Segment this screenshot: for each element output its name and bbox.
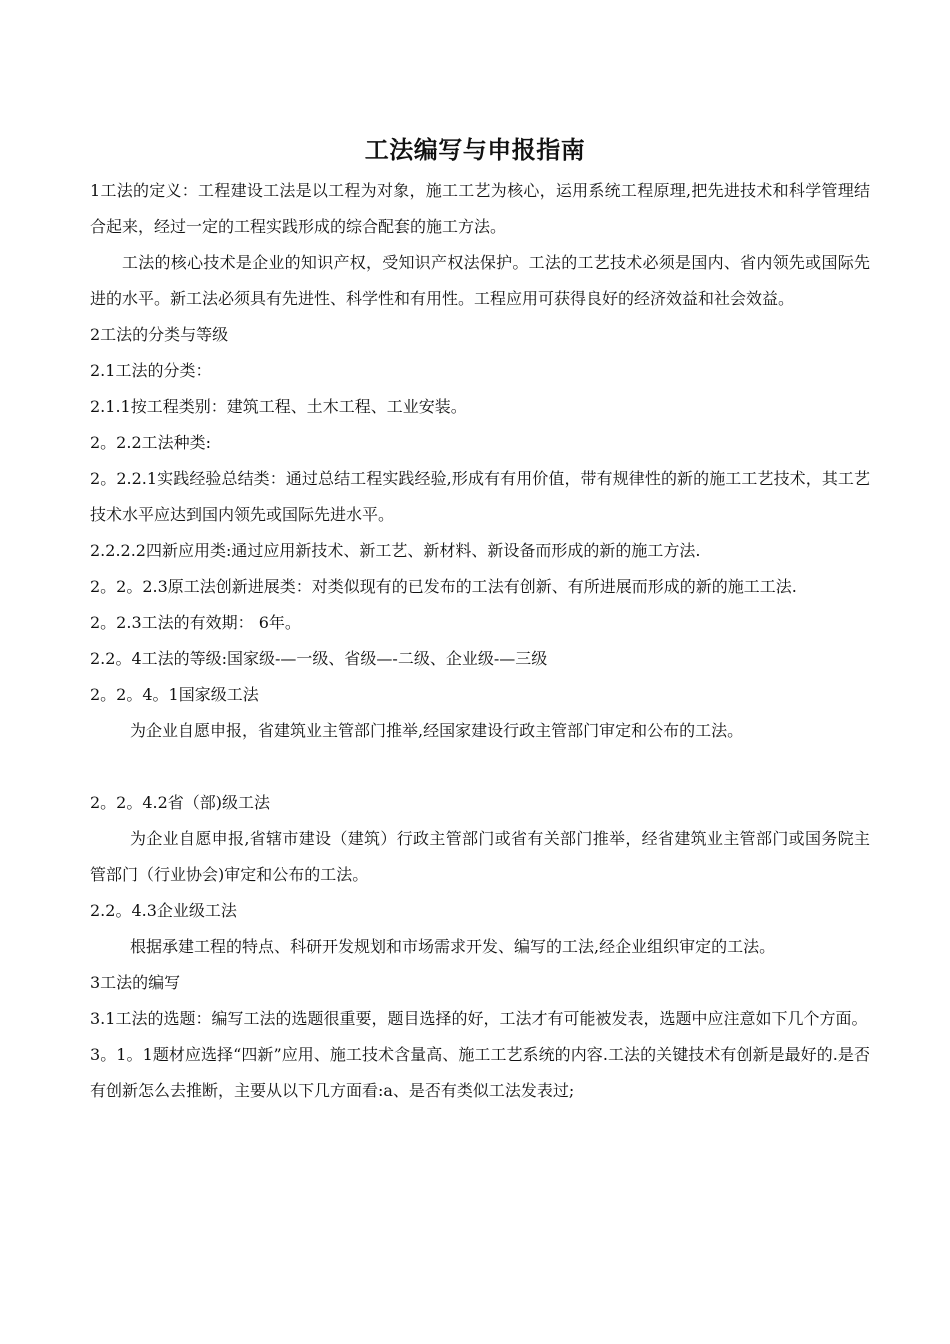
paragraph-definition: 1工法的定义：工程建设工法是以工程为对象，施工工艺为核心，运用系统工程原理,把先进技术和科学管理结合起来，经过一定的工程实践形成的综合配套的施工方法。 [90,181,870,236]
heading-provincial-level: 2。2。4.2省（部)级工法 [90,793,271,812]
heading-national-level: 2。2。4。1国家级工法 [90,685,259,704]
paragraph-validity-period: 2。2.3工法的有效期： 6年。 [90,613,301,632]
heading-method-types: 2。2.2工法种类: [90,433,212,452]
paragraph-four-new-type: 2.2.2.2四新应用类:通过应用新技术、新工艺、新材料、新设备而形成的新的施工方法. [90,541,701,560]
paragraph-innovation-type: 2。2。2.3原工法创新进展类：对类似现有的已发布的工法有创新、有所进展而形成的新的施工工法. [90,577,797,596]
paragraph-experience-type: 2。2.2.1实践经验总结类：通过总结工程实践经验,形成有有用价值，带有规律性的新的施工工艺技术，其工艺技术水平应达到国内领先或国际先进水平。 [90,469,870,524]
paragraph-topic-material: 3。1。1题材应选择“四新”应用、施工技术含量高、施工工艺系统的内容.工法的关键技术有创新是最好的.是否有创新怎么去推断，主要从以下几方面看:a、是否有类似工法发表过; [90,1045,870,1100]
document-title: 工法编写与申报指南 [364,136,586,164]
paragraph-provincial-level: 为企业自愿申报,省辖市建设（建筑）行政主管部门或省有关部门推举，经省建筑业主管部门或国务院主管部门（行业协会)审定和公布的工法。 [90,829,870,884]
heading-writing: 3工法的编写 [90,973,181,992]
document-body [90,173,870,1109]
heading-enterprise-level: 2.2。4.3企业级工法 [90,901,237,920]
paragraph-engineering-category: 2.1.1按工程类别：建筑工程、土木工程、工业安装。 [90,397,467,416]
heading-classification-grade: 2工法的分类与等级 [90,325,229,344]
heading-classification: 2.1工法的分类： [90,361,212,380]
paragraph-enterprise-level: 根据承建工程的特点、科研开发规划和市场需求开发、编写的工法,经企业组织审定的工法。 [130,937,776,956]
paragraph-national-level: 为企业自愿申报，省建筑业主管部门推举,经国家建设行政主管部门审定和公布的工法。 [130,721,744,740]
blank-line [90,749,870,785]
paragraph-grades: 2.2。4工法的等级:国家级-—一级、省级—-二级、企业级-—三级 [90,649,548,668]
paragraph-topic-selection: 3.1工法的选题：编写工法的选题很重要，题目选择的好，工法才有可能被发表，选题中应注意如下几个方面。 [90,1009,868,1028]
paragraph-core-technology: 工法的核心技术是企业的知识产权，受知识产权法保护。工法的工艺技术必须是国内、省内领先或国际先进的水平。新工法必须具有先进性、科学性和有用性。工程应用可获得良好的经济效益和社会效益。 [90,253,870,308]
